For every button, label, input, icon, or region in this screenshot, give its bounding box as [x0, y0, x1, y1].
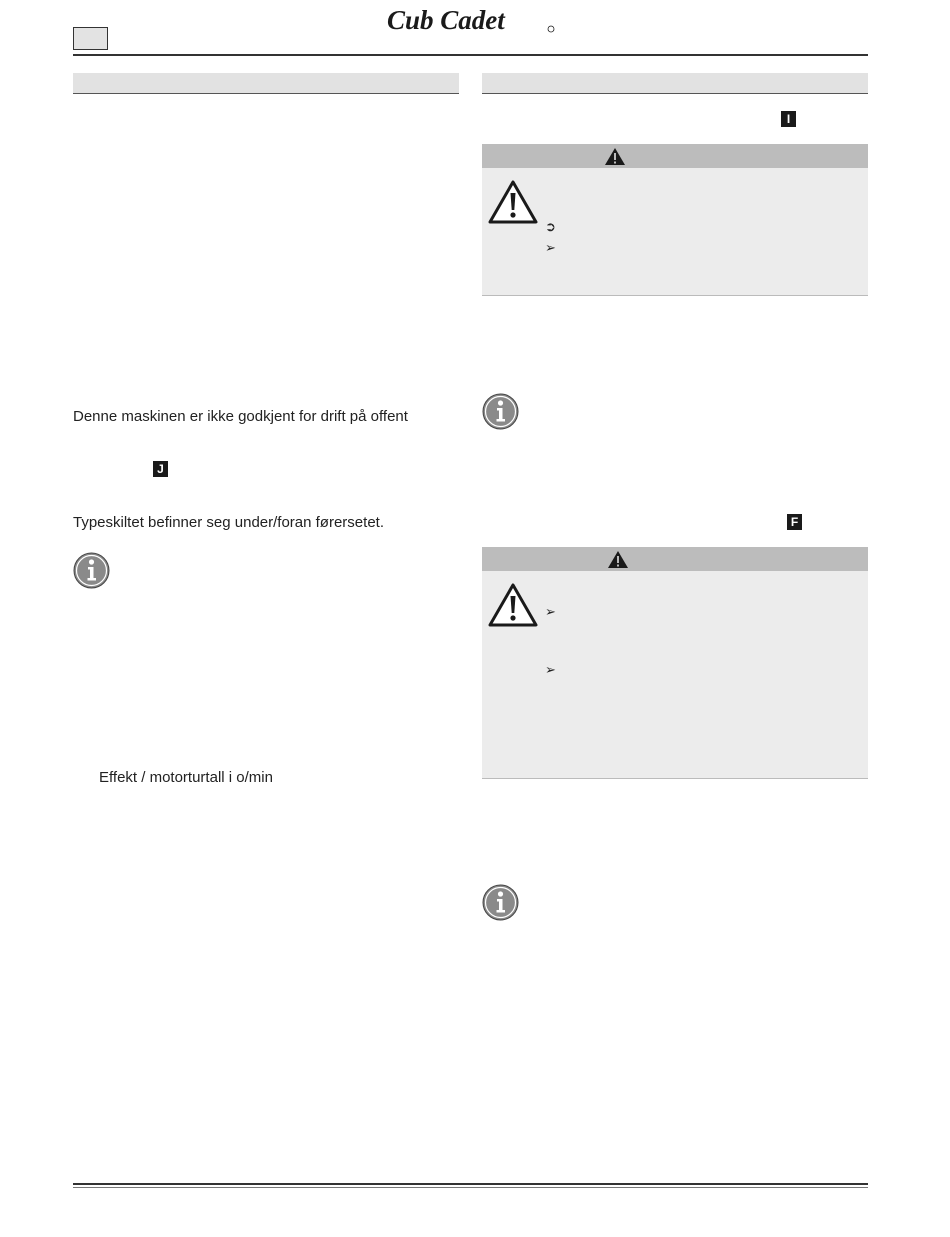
info-icon: [482, 393, 519, 430]
warning-triangle-large-icon: [487, 179, 539, 225]
warning-box-1: [482, 144, 868, 296]
warning-triangle-small-icon: [604, 147, 626, 166]
warning-box-2: [482, 547, 868, 779]
warning-2-bullet-arrowhead-1: ➢: [545, 604, 556, 619]
footer-rule: [73, 1183, 868, 1185]
warning-2-bullet-arrowhead-2: ➢: [545, 662, 556, 677]
warning-1-bullet-arrowhead: ➢: [545, 240, 556, 255]
cub-cadet-logo: [385, 4, 557, 36]
left-section-bar: [73, 73, 459, 94]
figure-ref-j: J: [153, 461, 168, 477]
power-spec-text: Effekt / motorturtall i o/min: [99, 769, 273, 786]
header-rule: [73, 54, 868, 56]
figure-ref-f: F: [787, 514, 802, 530]
info-icon: [73, 552, 110, 589]
warning-1-bullet-arrow-circle: ➲: [545, 219, 556, 234]
warning-header-2: [482, 547, 868, 571]
warning-triangle-large-icon: [487, 582, 539, 628]
right-section-bar: [482, 73, 868, 94]
warning-triangle-small-icon: [607, 550, 629, 569]
info-icon: [482, 884, 519, 921]
page-number-box: [73, 27, 108, 50]
nameplate-location-text: Typeskiltet befinner seg under/foran førersetet.: [73, 514, 384, 531]
figure-ref-i: I: [781, 111, 796, 127]
road-notice-text: Denne maskinen er ikke godkjent for drift på offent: [73, 408, 408, 425]
warning-header-1: [482, 144, 868, 168]
brand-text: Cub Cadet: [387, 5, 505, 35]
footer-rule-thin: [73, 1187, 868, 1188]
